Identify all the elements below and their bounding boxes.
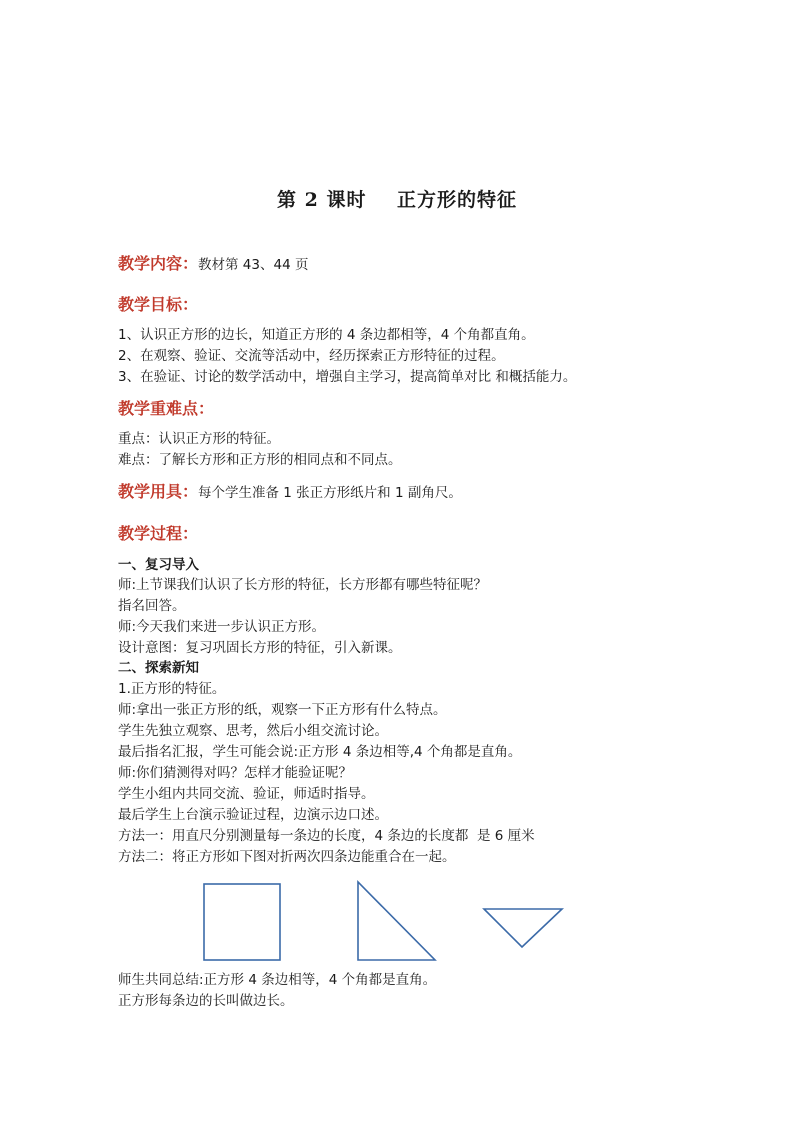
square-shape [204, 884, 280, 960]
process-line: 最后指名汇报，学生可能会说:正方形 4 条边相等,4 个角都是直角。 [118, 744, 522, 760]
process-line: 方法二：将正方形如下图对折两次四条边能重合在一起。 [118, 849, 456, 865]
process-line: 师:上节课我们认识了长方形的特征，长方形都有哪些特征呢？ [118, 577, 488, 593]
process-heading: 教学过程： [118, 524, 199, 543]
folded-triangle-shape [358, 882, 435, 960]
content-value: 教材第 43、44 页 [198, 257, 309, 273]
goals-heading: 教学目标： [118, 295, 199, 314]
goal-item: 1、认识正方形的边长，知道正方形的 4 条边都相等，4 个角都直角。 [118, 327, 535, 343]
goal-item: 2、在观察、验证、交流等活动中，经历探索正方形特征的过程。 [118, 348, 505, 364]
difficulty-item: 重点：认识正方形的特征。 [118, 431, 280, 447]
section-heading: 二、探索新知 [118, 660, 199, 676]
process-line: 设计意图：复习巩固长方形的特征，引入新课。 [118, 640, 402, 656]
summary-line: 正方形每条边的长叫做边长。 [118, 993, 294, 1009]
goal-item: 3、在验证、讨论的数学活动中，增强自主学习，提高简单对比 和概括能力。 [118, 369, 577, 385]
difficulty-item: 难点：了解长方形和正方形的相同点和不同点。 [118, 452, 402, 468]
process-line: 学生小组内共同交流、验证，师适时指导。 [118, 786, 375, 802]
process-line: 师:拿出一张正方形的纸，观察一下正方形有什么特点。 [118, 702, 447, 718]
content-label: 教学内容： [118, 254, 199, 273]
summary-line: 师生共同总结:正方形 4 条边相等，4 个角都是直角。 [118, 972, 437, 988]
process-line: 方法一：用直尺分别测量每一条边的长度，4 条边的长度都 是 6 厘米 [118, 828, 535, 844]
twice-folded-triangle-shape [484, 909, 562, 947]
section-heading: 一、复习导入 [118, 557, 199, 573]
difficulty-heading: 教学重难点： [118, 399, 215, 418]
tools-label: 教学用具： [118, 482, 199, 501]
process-line: 1.正方形的特征。 [118, 681, 226, 697]
folding-figures [190, 872, 570, 968]
page-title: 第 2 课时 正方形的特征 [277, 189, 517, 211]
process-line: 学生先独立观察、思考，然后小组交流讨论。 [118, 723, 388, 739]
process-line: 指名回答。 [118, 598, 186, 614]
process-line: 师:你们猜测得对吗？怎样才能验证呢？ [118, 765, 353, 781]
tools-heading [118, 480, 462, 505]
process-line: 师:今天我们来进一步认识正方形。 [118, 619, 326, 635]
content-heading [118, 252, 308, 277]
tools-value: 每个学生准备 1 张正方形纸片和 1 副角尺。 [198, 485, 462, 501]
process-line: 最后学生上台演示验证过程，边演示边口述。 [118, 807, 388, 823]
